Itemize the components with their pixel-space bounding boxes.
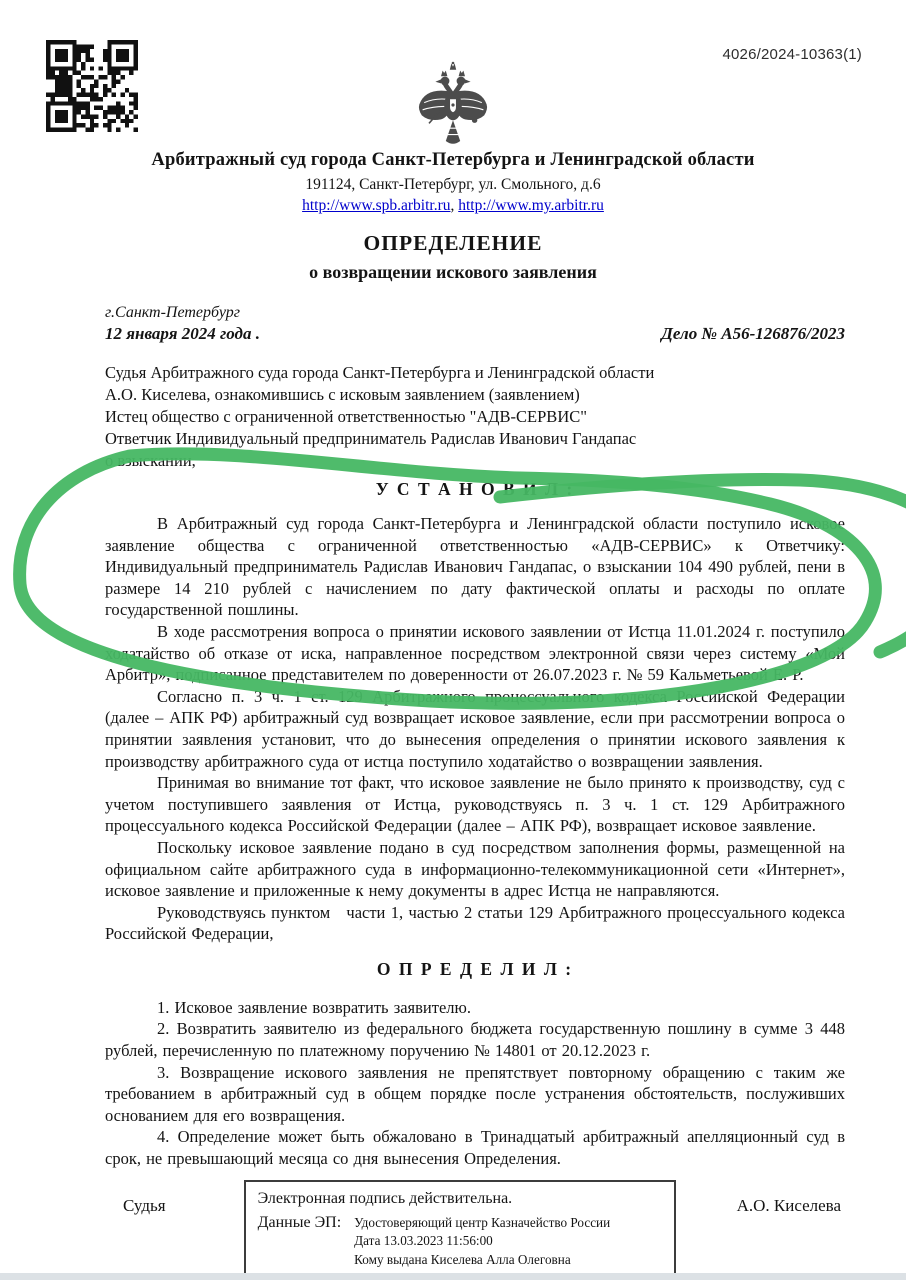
resolution-item: 2. Возвратить заявителю из федерального бюджета государственную пошлину в сумме 3 448 рублей, перечисленную по платежному поручению № 14801 от 20.12.2023 г. bbox=[105, 1019, 845, 1061]
stamp-data-label: Данные ЭП: bbox=[257, 1213, 342, 1231]
body-paragraph: Согласно п. 3 ч. 1 ст. 129 Арбитражного процессуального кодекса Российской Федерации (далее – АПК РФ) арбитражный суд возвращает исковое заявление, если при рассмотрении вопроса о принятии заявления установит, что до вынесения определения о принятии искового заявления к производству арбитражного суда от истца поступило ходатайство о возвращении заявления. bbox=[105, 686, 845, 771]
resolved-heading: О П Р Е Д Е Л И Л : bbox=[376, 958, 574, 979]
body-paragraph: В ходе рассмотрения вопроса о принятии искового заявлении от Истца 11.01.2024 г. поступило ходатайство об отказе от иска, направленное посредством электронной связи через систему «Мой Арбитр», подписанное представителем по доверенности от 26.07.2023 г. № 59 Кальметьевой Е. Р. bbox=[105, 621, 845, 685]
body-paragraph: Руководствуясь пунктом части 1, частью 2 статьи 129 Арбитражного процессуального кодекса Российской Федерации, bbox=[105, 902, 845, 944]
resolution-item: 4. Определение может быть обжаловано в Тринадцатый арбитражный апелляционный суд в срок, не превышающий месяца со дня вынесения Определения. bbox=[105, 1127, 845, 1169]
judge-name: А.О. Киселева bbox=[736, 1195, 841, 1215]
intro-line: о взыскании, bbox=[105, 451, 196, 470]
link-my-arbitr[interactable]: http://www.my.arbitr.ru bbox=[458, 197, 604, 214]
stamp-valid-line: Электронная подпись действительна. bbox=[257, 1189, 513, 1207]
court-name: Арбитражный суд города Санкт-Петербурга и Ленинградской области bbox=[151, 150, 755, 170]
intro-line: Ответчик Индивидуальный предприниматель Радислав Иванович Гандапас bbox=[105, 429, 637, 448]
coat-of-arms-russia-icon bbox=[413, 60, 493, 150]
doc-subtitle: о возвращении искового заявления bbox=[309, 262, 597, 282]
link-spb-arbitr[interactable]: http://www.spb.arbitr.ru bbox=[302, 197, 451, 214]
date-line: 12 января 2024 года . bbox=[105, 324, 260, 343]
stamp-detail-line: Дата 13.03.2023 11:56:00 bbox=[354, 1233, 493, 1249]
intro-line: Судья Арбитражного суда города Санкт-Петербурга и Ленинградской области bbox=[105, 363, 655, 382]
intro-line: Истец общество с ограниченной ответственностью "АДВ-СЕРВИС" bbox=[105, 407, 587, 426]
place-line: г.Санкт-Петербург bbox=[105, 304, 240, 321]
resolution-item: 3. Возвращение искового заявления не препятствует повторному обращению с таким же требованием в арбитражный суд в общем порядке после устранения обстоятельств, послуживших основанием для его возвращения. bbox=[105, 1062, 845, 1125]
links-separator: , bbox=[450, 197, 459, 214]
scan-edge-artifact bbox=[0, 1273, 906, 1280]
resolution-item: 1. Исковое заявление возвратить заявителю. bbox=[157, 997, 471, 1017]
body-paragraph: Принимая во внимание тот факт, что исковое заявление не было принято к производству, суд с учетом поступившего заявления от Истца, руководствуясь п. 3 ч. 1 ст. 129 Арбитражного процессуального кодекса Российской Федерации (далее – АПК РФ), возвращает исковое заявление. bbox=[105, 773, 845, 836]
document-number: 4026/2024-10363(1) bbox=[722, 46, 862, 63]
body-paragraph: В Арбитражный суд города Санкт-Петербурга и Ленинградской области поступило исковое заявление общества с ограниченной ответственностью «АДВ-СЕРВИС» к Ответчику: Индивидуальный предприниматель Радислав Иванович Гандапас, о взыскании 104 490 рублей, пени в размере 14 210 рублей с начислением по дату фактической оплаты и расходы по оплате государственной пошлины. bbox=[105, 514, 845, 620]
established-heading: У С Т А Н О В И Л : bbox=[375, 479, 575, 499]
qr-code bbox=[46, 40, 138, 132]
intro-line: А.О. Киселева, ознакомившись с исковым заявлением (заявлением) bbox=[105, 385, 580, 404]
stamp-detail-line: Удостоверяющий центр Казначейство России bbox=[354, 1214, 611, 1230]
stamp-detail-line: Кому выдана Киселева Алла Олеговна bbox=[354, 1251, 571, 1267]
intro-block bbox=[105, 362, 845, 472]
court-links bbox=[0, 197, 906, 215]
judge-label: Судья bbox=[123, 1195, 166, 1215]
body-paragraph: Поскольку исковое заявление подано в суд посредством заполнения формы, размещенной на официальном сайте арбитражного суда в информационно-телекоммуникационной сети «Интернет», исковое заявление и приложенные к нему документы в адрес Истца не направляются. bbox=[105, 837, 845, 901]
signature-row bbox=[105, 1180, 845, 1280]
signature-stamp bbox=[244, 1180, 676, 1280]
document-body bbox=[105, 304, 845, 1280]
doc-title: ОПРЕДЕЛЕНИЕ bbox=[363, 231, 543, 255]
court-address: 191124, Санкт-Петербург, ул. Смольного, д.6 bbox=[305, 176, 601, 193]
case-number: Дело № А56-126876/2023 bbox=[661, 324, 845, 343]
